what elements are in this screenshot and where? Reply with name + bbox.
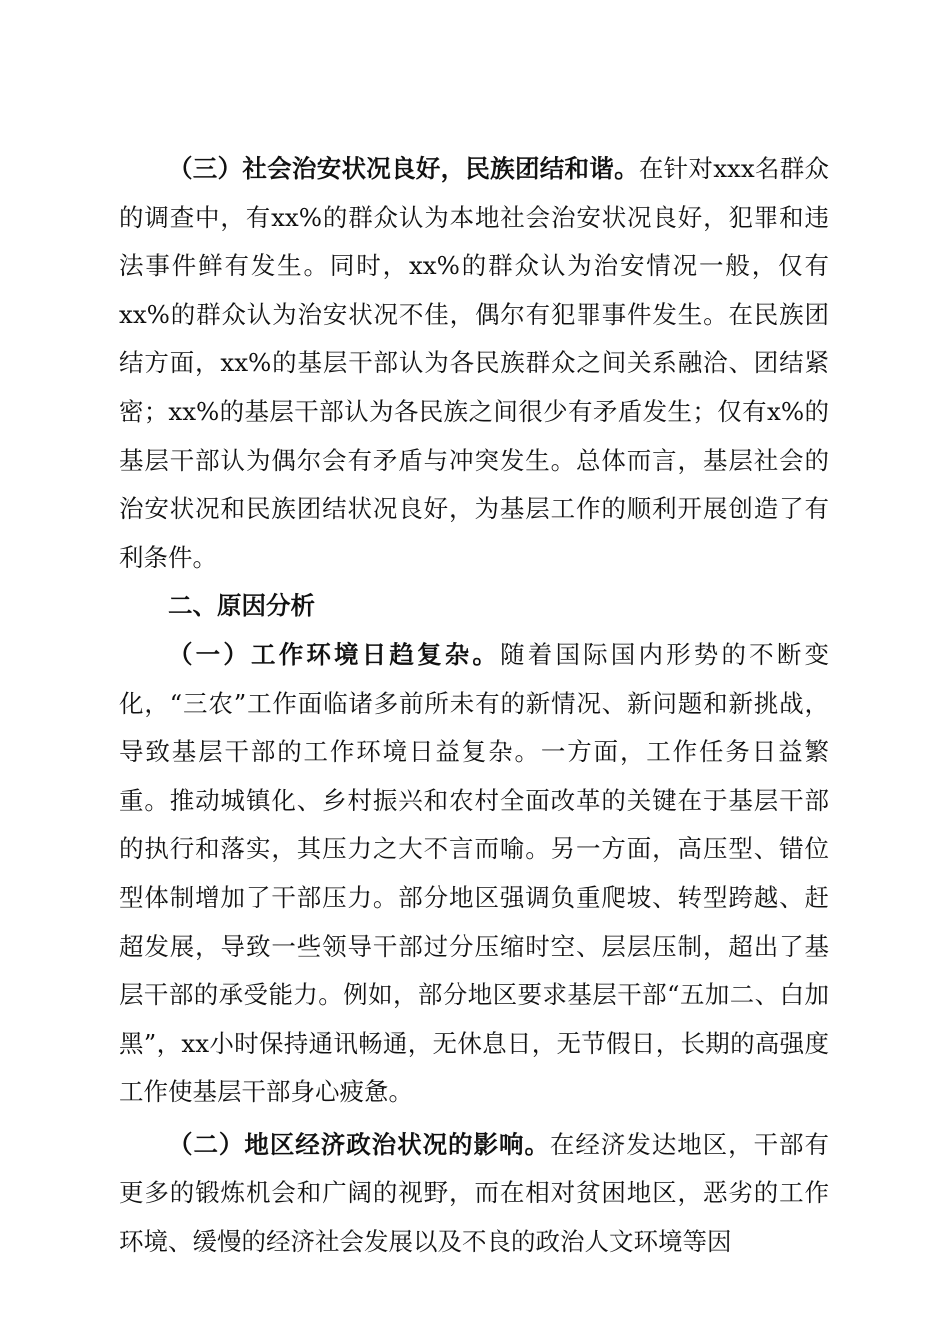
paragraph-text: 在经济发达地区，干部有更多的锻炼机会和广阔的视野，而在相对贫困地区，恶劣的工作环境、缓慢的经济社会发展以及不良的政治人文环境等因: [119, 1129, 830, 1257]
paragraph-lead: （一）工作环境日趋复杂。: [168, 639, 501, 669]
section-heading-cause-analysis: 二、原因分析: [168, 591, 315, 621]
document-body: [119, 145, 829, 1267]
paragraph-lead: （三）社会治安状况良好，民族团结和谐。: [168, 154, 639, 183]
paragraph-work-environment: [119, 631, 829, 1117]
paragraph-public-security: [119, 145, 829, 582]
paragraph-text: 在针对xxx名群众的调查中，有xx%的群众认为本地社会治安状况良好，犯罪和违法事件鲜有发生。同时，xx%的群众认为治安情况一般，仅有xx%的群众认为治安状况不佳，偶尔有犯罪事件发生。在民族团结方面，xx%的基层干部认为各民族群众之间关系融洽、团结紧密；xx%的基层干部认为各民族之间很少有矛盾发生；仅有x%的基层干部认为偶尔会有矛盾与冲突发生。总体而言，基层社会的治安状况和民族团结状况良好，为基层工作的顺利开展创造了有利条件。: [119, 154, 830, 572]
paragraph-lead: （二）地区经济政治状况的影响。: [168, 1129, 550, 1159]
paragraph-text: 随着国际国内形势的不断变化，“三农”工作面临诸多前所未有的新情况、新问题和新挑战，导致基层干部的工作环境日益复杂。一方面，工作任务日益繁重。推动城镇化、乡村振兴和农村全面改革的关键在于基层干部的执行和落实，其压力之大不言而喻。另一方面，高压型、错位型体制增加了干部压力。部分地区强调负重爬坡、转型跨越、赶超发展，导致一些领导干部过分压缩时空、层层压制，超出了基层干部的承受能力。例如，部分地区要求基层干部“五加二、白加黑”，xx小时保持通讯畅通，无休息日，无节假日，长期的高强度工作使基层干部身心疲惫。: [119, 639, 830, 1107]
paragraph-regional-conditions: [119, 1121, 829, 1267]
